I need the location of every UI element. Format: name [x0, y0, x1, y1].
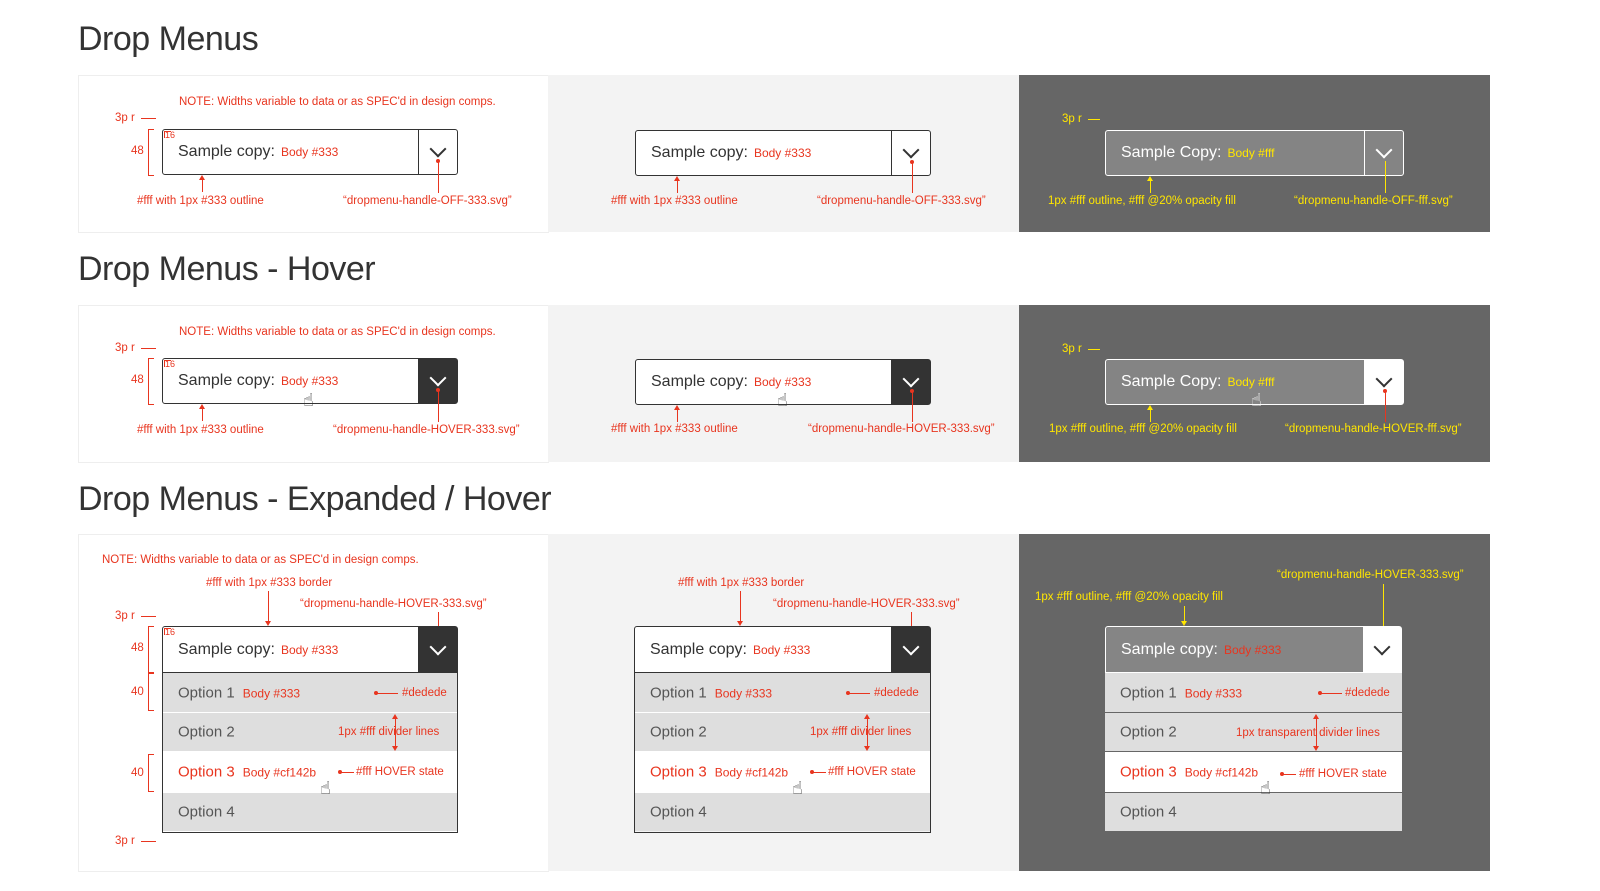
- body-color-annotation: Body #333: [752, 642, 811, 657]
- height-annotation: 48: [131, 145, 144, 157]
- option-height-annotation: 40: [131, 767, 144, 779]
- radius-leader: [1088, 349, 1100, 350]
- body-color-annotation: Body #333: [280, 374, 339, 388]
- dropdown-handle[interactable]: [891, 131, 930, 175]
- handle-dot: [910, 389, 914, 393]
- hover-leader: [812, 772, 826, 773]
- radius-annotation: 3p r: [115, 112, 135, 124]
- dropdown-label: Sample copy:: [1121, 640, 1218, 658]
- outline-arrow: [1147, 176, 1153, 181]
- chevron-down-icon: [1374, 638, 1391, 655]
- option-item[interactable]: Option 1 Body #333: [163, 673, 457, 712]
- border-leader: [740, 591, 741, 623]
- hover-dot: [338, 770, 342, 774]
- body-color-annotation: Body #333: [280, 145, 339, 159]
- body-color-annotation: Body #333: [753, 146, 812, 160]
- outline-annotation: 1px #fff outline, #fff @20% opacity fill: [1035, 591, 1223, 603]
- dedede-annotation: #dedede: [1345, 687, 1390, 699]
- dropdown-expanded-dark[interactable]: [1105, 626, 1402, 673]
- dropdown-label: Sample copy:: [178, 640, 275, 658]
- outline-annotation: 1px #fff outline, #fff @20% opacity fill: [1049, 423, 1237, 435]
- dropdown-label: Sample Copy:: [1121, 373, 1222, 390]
- handle-annotation: “dropmenu-handle-HOVER-333.svg”: [300, 598, 487, 610]
- handle-dot: [436, 159, 440, 163]
- hand-cursor-icon: ☝: [777, 390, 788, 410]
- height-annotation: 48: [131, 374, 144, 386]
- hover-annotation: #fff HOVER state: [356, 766, 444, 778]
- hand-cursor-icon: ☝: [792, 778, 803, 798]
- chevron-down-icon: [1376, 371, 1393, 388]
- divider-arrow-up: [392, 714, 398, 719]
- outline-arrow: [199, 404, 205, 409]
- dropdown-expanded-grey[interactable]: [634, 626, 931, 673]
- handle-dot: [436, 388, 440, 392]
- option-item[interactable]: Option 4: [635, 792, 930, 831]
- hover-dot: [810, 770, 814, 774]
- padding-annotation: 16: [165, 627, 176, 637]
- hand-cursor-icon: ☝: [303, 390, 314, 410]
- padding-annotation: 16: [165, 130, 176, 140]
- dropdown-label: Sample copy:: [651, 373, 748, 390]
- dedede-annotation: #dedede: [874, 687, 919, 699]
- dropdown-expanded-white[interactable]: [162, 626, 458, 673]
- handle-annotation: “dropmenu-handle-OFF-333.svg”: [343, 195, 512, 207]
- radius-annotation: 3p r: [1062, 343, 1082, 355]
- radius-annotation: 3p r: [1062, 113, 1082, 125]
- height-annotation: 48: [131, 642, 144, 654]
- note-annotation: NOTE: Widths variable to data or as SPEC'd in design comps.: [179, 96, 496, 108]
- chevron-down-icon: [903, 142, 920, 159]
- hover-leader: [340, 772, 354, 773]
- radius-annotation: 3p r: [115, 342, 135, 354]
- body-color-annotation: Body #fff: [1227, 146, 1275, 160]
- handle-annotation: “dropmenu-handle-HOVER-333.svg”: [773, 598, 960, 610]
- handle-leader: [1385, 390, 1386, 422]
- dedede-leader: [1320, 693, 1342, 694]
- chevron-down-icon: [903, 371, 920, 388]
- option-item-hover[interactable]: Option 3 Body #cf142b: [1105, 751, 1402, 792]
- height-bracket: [148, 626, 154, 673]
- handle-annotation: “dropmenu-handle-HOVER-fff.svg”: [1285, 423, 1462, 435]
- padding-annotation: 16: [165, 359, 176, 369]
- radius-leader: [141, 348, 156, 349]
- divider-arrow-down: [1313, 746, 1319, 751]
- option-height-annotation: 40: [131, 686, 144, 698]
- handle-annotation: “dropmenu-handle-HOVER-333.svg”: [808, 423, 995, 435]
- dedede-annotation: #dedede: [402, 687, 447, 699]
- chevron-down-icon: [903, 638, 920, 655]
- handle-annotation: “dropmenu-handle-OFF-fff.svg”: [1294, 195, 1453, 207]
- dedede-dot: [846, 691, 850, 695]
- hover-annotation: #fff HOVER state: [828, 766, 916, 778]
- dropdown-label: Sample Copy:: [1121, 144, 1222, 161]
- divider-arrow-down: [864, 746, 870, 751]
- dropdown-default-grey[interactable]: [635, 130, 931, 176]
- dropdown-handle[interactable]: [1364, 131, 1403, 175]
- dropdown-label: Sample copy:: [651, 144, 748, 161]
- radius-annotation: 3p r: [115, 835, 135, 847]
- section-title-drop-menus-expanded: Drop Menus - Expanded / Hover: [78, 480, 552, 518]
- section-title-drop-menus-hover: Drop Menus - Hover: [78, 250, 376, 288]
- option-height-bracket: [148, 754, 154, 792]
- option-height-bracket: [148, 673, 154, 711]
- dedede-leader: [848, 693, 870, 694]
- option-item[interactable]: Option 4: [163, 792, 457, 831]
- outline-arrow: [674, 176, 680, 181]
- option-item-hover[interactable]: Option 3 Body #cf142b: [635, 751, 930, 792]
- option-item[interactable]: Option 2: [635, 712, 930, 751]
- radius-leader: [141, 118, 156, 119]
- dropdown-default-white[interactable]: [162, 129, 458, 175]
- handle-leader: [438, 389, 439, 422]
- outline-arrow: [674, 405, 680, 410]
- outline-annotation: #fff with 1px #333 outline: [611, 423, 738, 435]
- dedede-dot: [374, 691, 378, 695]
- radius-annotation: 3p r: [115, 610, 135, 622]
- hover-leader: [1282, 774, 1296, 775]
- dropdown-label: Sample copy:: [178, 143, 275, 160]
- dropdown-label: Sample copy:: [650, 640, 747, 658]
- divider-arrow-down: [392, 746, 398, 751]
- outline-annotation: 1px #fff outline, #fff @20% opacity fill: [1048, 195, 1236, 207]
- divider-arrow-up: [1313, 714, 1319, 719]
- option-item[interactable]: Option 1 Body #333: [1105, 673, 1402, 712]
- hover-annotation: #fff HOVER state: [1299, 768, 1387, 780]
- body-color-annotation: Body #333: [753, 375, 812, 389]
- divider-annotation: 1px transparent divider lines: [1236, 727, 1380, 739]
- height-bracket: [148, 129, 154, 176]
- radius-leader: [141, 841, 156, 842]
- radius-leader: [141, 616, 156, 617]
- radius-leader: [1088, 119, 1100, 120]
- outline-arrow: [199, 175, 205, 180]
- handle-leader: [1385, 161, 1386, 193]
- note-annotation: NOTE: Widths variable to data or as SPEC'd in design comps.: [102, 554, 419, 566]
- option-item[interactable]: Option 2: [1105, 712, 1402, 751]
- dropdown-handle[interactable]: [1363, 627, 1401, 672]
- note-annotation: NOTE: Widths variable to data or as SPEC'd in design comps.: [179, 326, 496, 338]
- dedede-dot: [1318, 691, 1322, 695]
- body-color-annotation: Body #fff: [1227, 375, 1275, 389]
- option-item-hover[interactable]: Option 3 Body #cf142b: [163, 751, 457, 792]
- handle-leader: [912, 161, 913, 193]
- handle-annotation: “dropmenu-handle-HOVER-333.svg”: [333, 424, 520, 436]
- chevron-down-icon: [430, 370, 447, 387]
- divider-annotation: 1px #fff divider lines: [338, 726, 440, 738]
- outline-arrow: [1147, 405, 1153, 410]
- dropdown-handle[interactable]: [1364, 360, 1403, 404]
- dropdown-default-dark[interactable]: [1105, 130, 1404, 176]
- height-bracket: [148, 358, 154, 405]
- dropdown-handle[interactable]: [891, 627, 930, 672]
- body-color-annotation: Body #333: [280, 642, 339, 657]
- hand-cursor-icon: ☝: [1251, 390, 1262, 410]
- dropdown-handle[interactable]: [891, 360, 930, 404]
- divider-arrow-up: [864, 714, 870, 719]
- outline-annotation: #fff with 1px #333 outline: [611, 195, 738, 207]
- chevron-down-icon: [430, 141, 447, 158]
- border-annotation: #fff with 1px #333 border: [206, 577, 333, 589]
- handle-leader: [438, 160, 439, 193]
- hand-cursor-icon: ☝: [320, 778, 331, 798]
- option-item[interactable]: Option 4: [1105, 792, 1402, 831]
- outline-annotation: #fff with 1px #333 outline: [137, 195, 264, 207]
- hand-cursor-icon: ☝: [1260, 778, 1271, 798]
- chevron-down-icon: [1376, 142, 1393, 159]
- border-annotation: #fff with 1px #333 border: [678, 577, 805, 589]
- handle-dot: [1383, 389, 1387, 393]
- dropdown-label: Sample copy:: [178, 372, 275, 389]
- dedede-leader: [376, 693, 398, 694]
- handle-dot: [910, 160, 914, 164]
- border-leader: [268, 591, 269, 623]
- handle-annotation: “dropmenu-handle-OFF-333.svg”: [817, 195, 986, 207]
- divider-annotation: 1px #fff divider lines: [810, 726, 912, 738]
- outline-annotation: #fff with 1px #333 outline: [137, 424, 264, 436]
- dropdown-handle[interactable]: [418, 627, 457, 672]
- handle-annotation: “dropmenu-handle-HOVER-333.svg”: [1277, 569, 1464, 581]
- option-item[interactable]: Option 1 Body #333: [635, 673, 930, 712]
- hover-dot: [1280, 772, 1284, 776]
- section-title-drop-menus: Drop Menus: [78, 20, 259, 58]
- body-color-annotation: Body #333: [1223, 642, 1282, 657]
- option-item[interactable]: Option 2: [163, 712, 457, 751]
- handle-leader: [912, 390, 913, 422]
- chevron-down-icon: [430, 638, 447, 655]
